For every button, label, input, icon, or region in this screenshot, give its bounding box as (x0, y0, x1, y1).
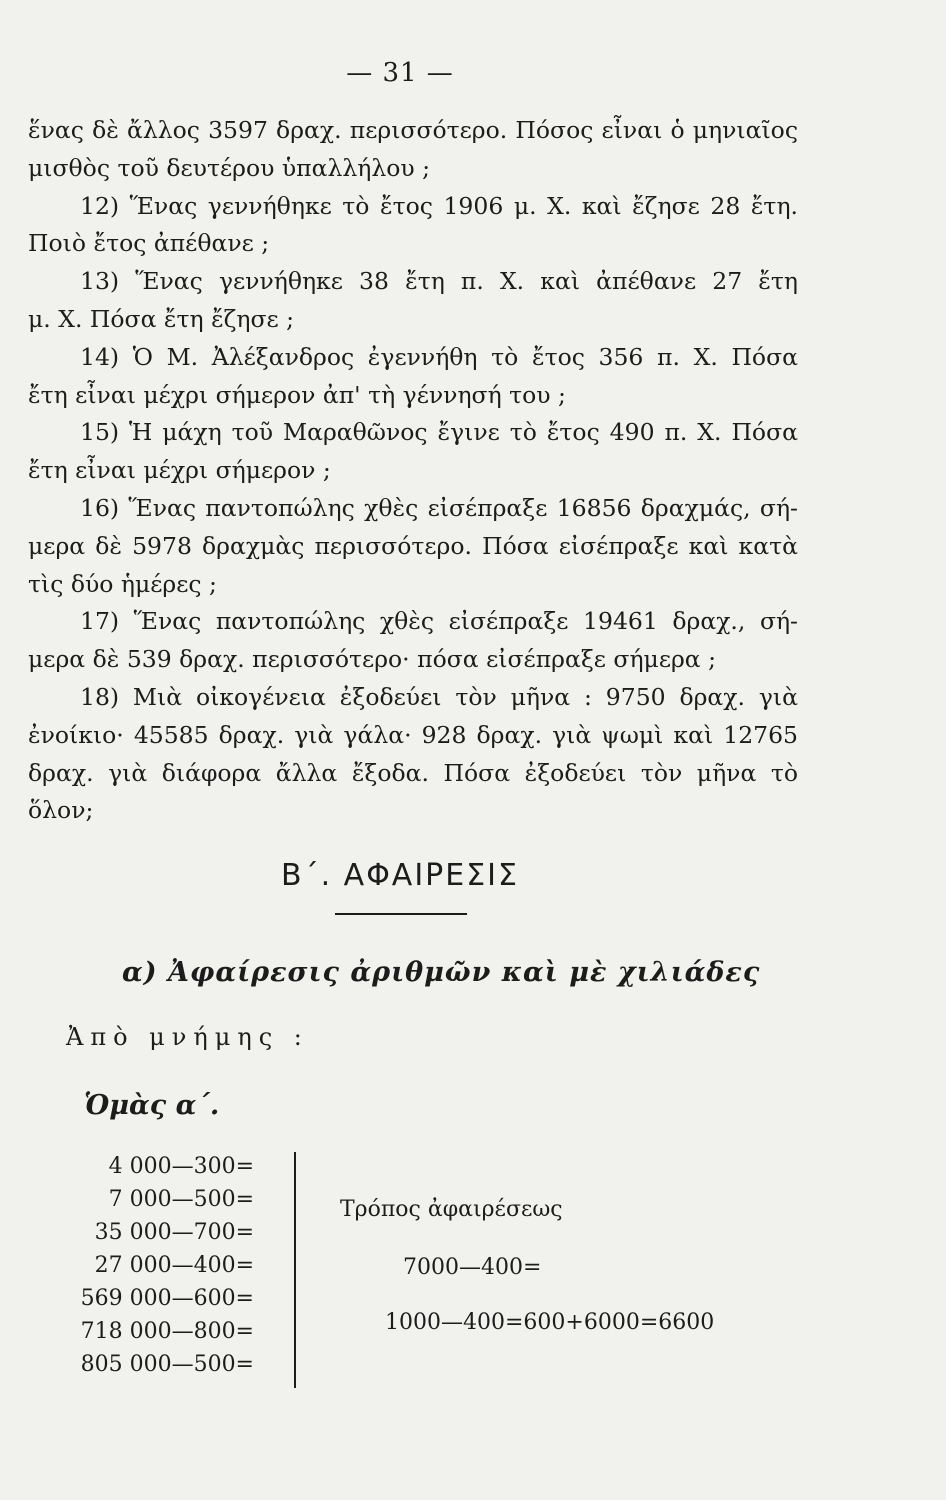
column-divider (294, 1152, 296, 1388)
exercise-row: 4 000—300= (108, 1154, 254, 1179)
text-line: μ. Χ. Πόσα ἔτη ἔζησε ; (28, 304, 295, 333)
problem-17: 17) Ἕνας παντοπώλης χθὲς εἰσέπραξε 19461 δραχ., σή- (80, 607, 798, 636)
text-line: μερα δὲ 5978 δραχμὰς περισσότερο. Πόσα εἰσέπραξε καὶ κατὰ (28, 531, 798, 560)
exercise-row: 805 000—500= (80, 1352, 254, 1377)
text-line: Ποιὸ ἔτος ἀπέθανε ; (28, 229, 270, 258)
text-line: μερα δὲ 539 δραχ. περισσότερο· πόσα εἰσέπραξε σήμερα ; (28, 645, 717, 674)
problem-14: 14) Ὁ Μ. Ἀλέξανδρος ἐγεννήθη τὸ ἔτος 356 π. Χ. Πόσα (80, 342, 798, 371)
text-line: ἕνας δὲ ἄλλος 3597 δραχ. περισσότερο. Πόσος εἶναι ὁ μηνιαῖος (28, 116, 798, 144)
text-line: ἔτη εἶναι μέχρι σήμερον ἀπ' τὴ γέννησή του ; (28, 380, 566, 409)
method-equation-1: 7000—400= (403, 1255, 542, 1280)
body-text (28, 112, 798, 825)
mental-calculation-label: Ἀπὸ μνήμης : (66, 1023, 309, 1051)
problem-13: 13) Ἕνας γεννήθηκε 38 ἔτη π. Χ. καὶ ἀπέθανε 27 ἔτη (80, 267, 798, 296)
subheading: α) Ἀφαίρεσις ἀριθμῶν καὶ μὲ χιλιάδες (122, 957, 761, 988)
problem-12: 12) Ἕνας γεννήθηκε τὸ ἔτος 1906 μ. Χ. καὶ ἔζησε 28 ἔτη. (80, 191, 798, 220)
group-label: Ὁμὰς α΄. (84, 1090, 220, 1121)
method-equation-2: 1000—400=600+6000=6600 (385, 1310, 715, 1335)
text-line: δραχ. γιὰ διάφορα ἄλλα ἔξοδα. Πόσα ἐξοδεύει τὸν μῆνα τὸ ὅλον; (28, 758, 798, 825)
text-line: μισθὸς τοῦ δευτέρου ὑπαλλήλου ; (28, 153, 431, 182)
method-label: Τρόπος ἀφαιρέσεως (340, 1197, 563, 1222)
exercise-row: 27 000—400= (94, 1253, 254, 1278)
page-number: — 31 — (346, 58, 454, 88)
exercise-row: 7 000—500= (108, 1187, 254, 1212)
exercise-row: 35 000—700= (94, 1220, 254, 1245)
section-heading: Β΄. ΑΦΑΙΡΕΣΙΣ (281, 858, 519, 893)
problem-18: 18) Μιὰ οἰκογένεια ἐξοδεύει τὸν μῆνα : 9750 δραχ. γιὰ (80, 682, 798, 711)
exercise-row: 569 000—600= (80, 1286, 254, 1311)
text-line: τὶς δύο ἡμέρες ; (28, 569, 217, 598)
text-line: ἐνοίκιο· 45585 δραχ. γιὰ γάλα· 928 δραχ. γιὰ ψωμὶ καὶ 12765 (28, 720, 798, 749)
text-line: ἔτη εἶναι μέχρι σήμερον ; (28, 456, 331, 485)
heading-divider (335, 913, 467, 915)
problem-16: 16) Ἕνας παντοπώλης χθὲς εἰσέπραξε 16856 δραχμάς, σή- (80, 493, 798, 522)
exercise-list (40, 1150, 254, 1381)
exercise-row: 718 000—800= (80, 1319, 254, 1344)
problem-15: 15) Ἡ μάχη τοῦ Μαραθῶνος ἔγινε τὸ ἔτος 490 π. Χ. Πόσα (80, 418, 798, 447)
